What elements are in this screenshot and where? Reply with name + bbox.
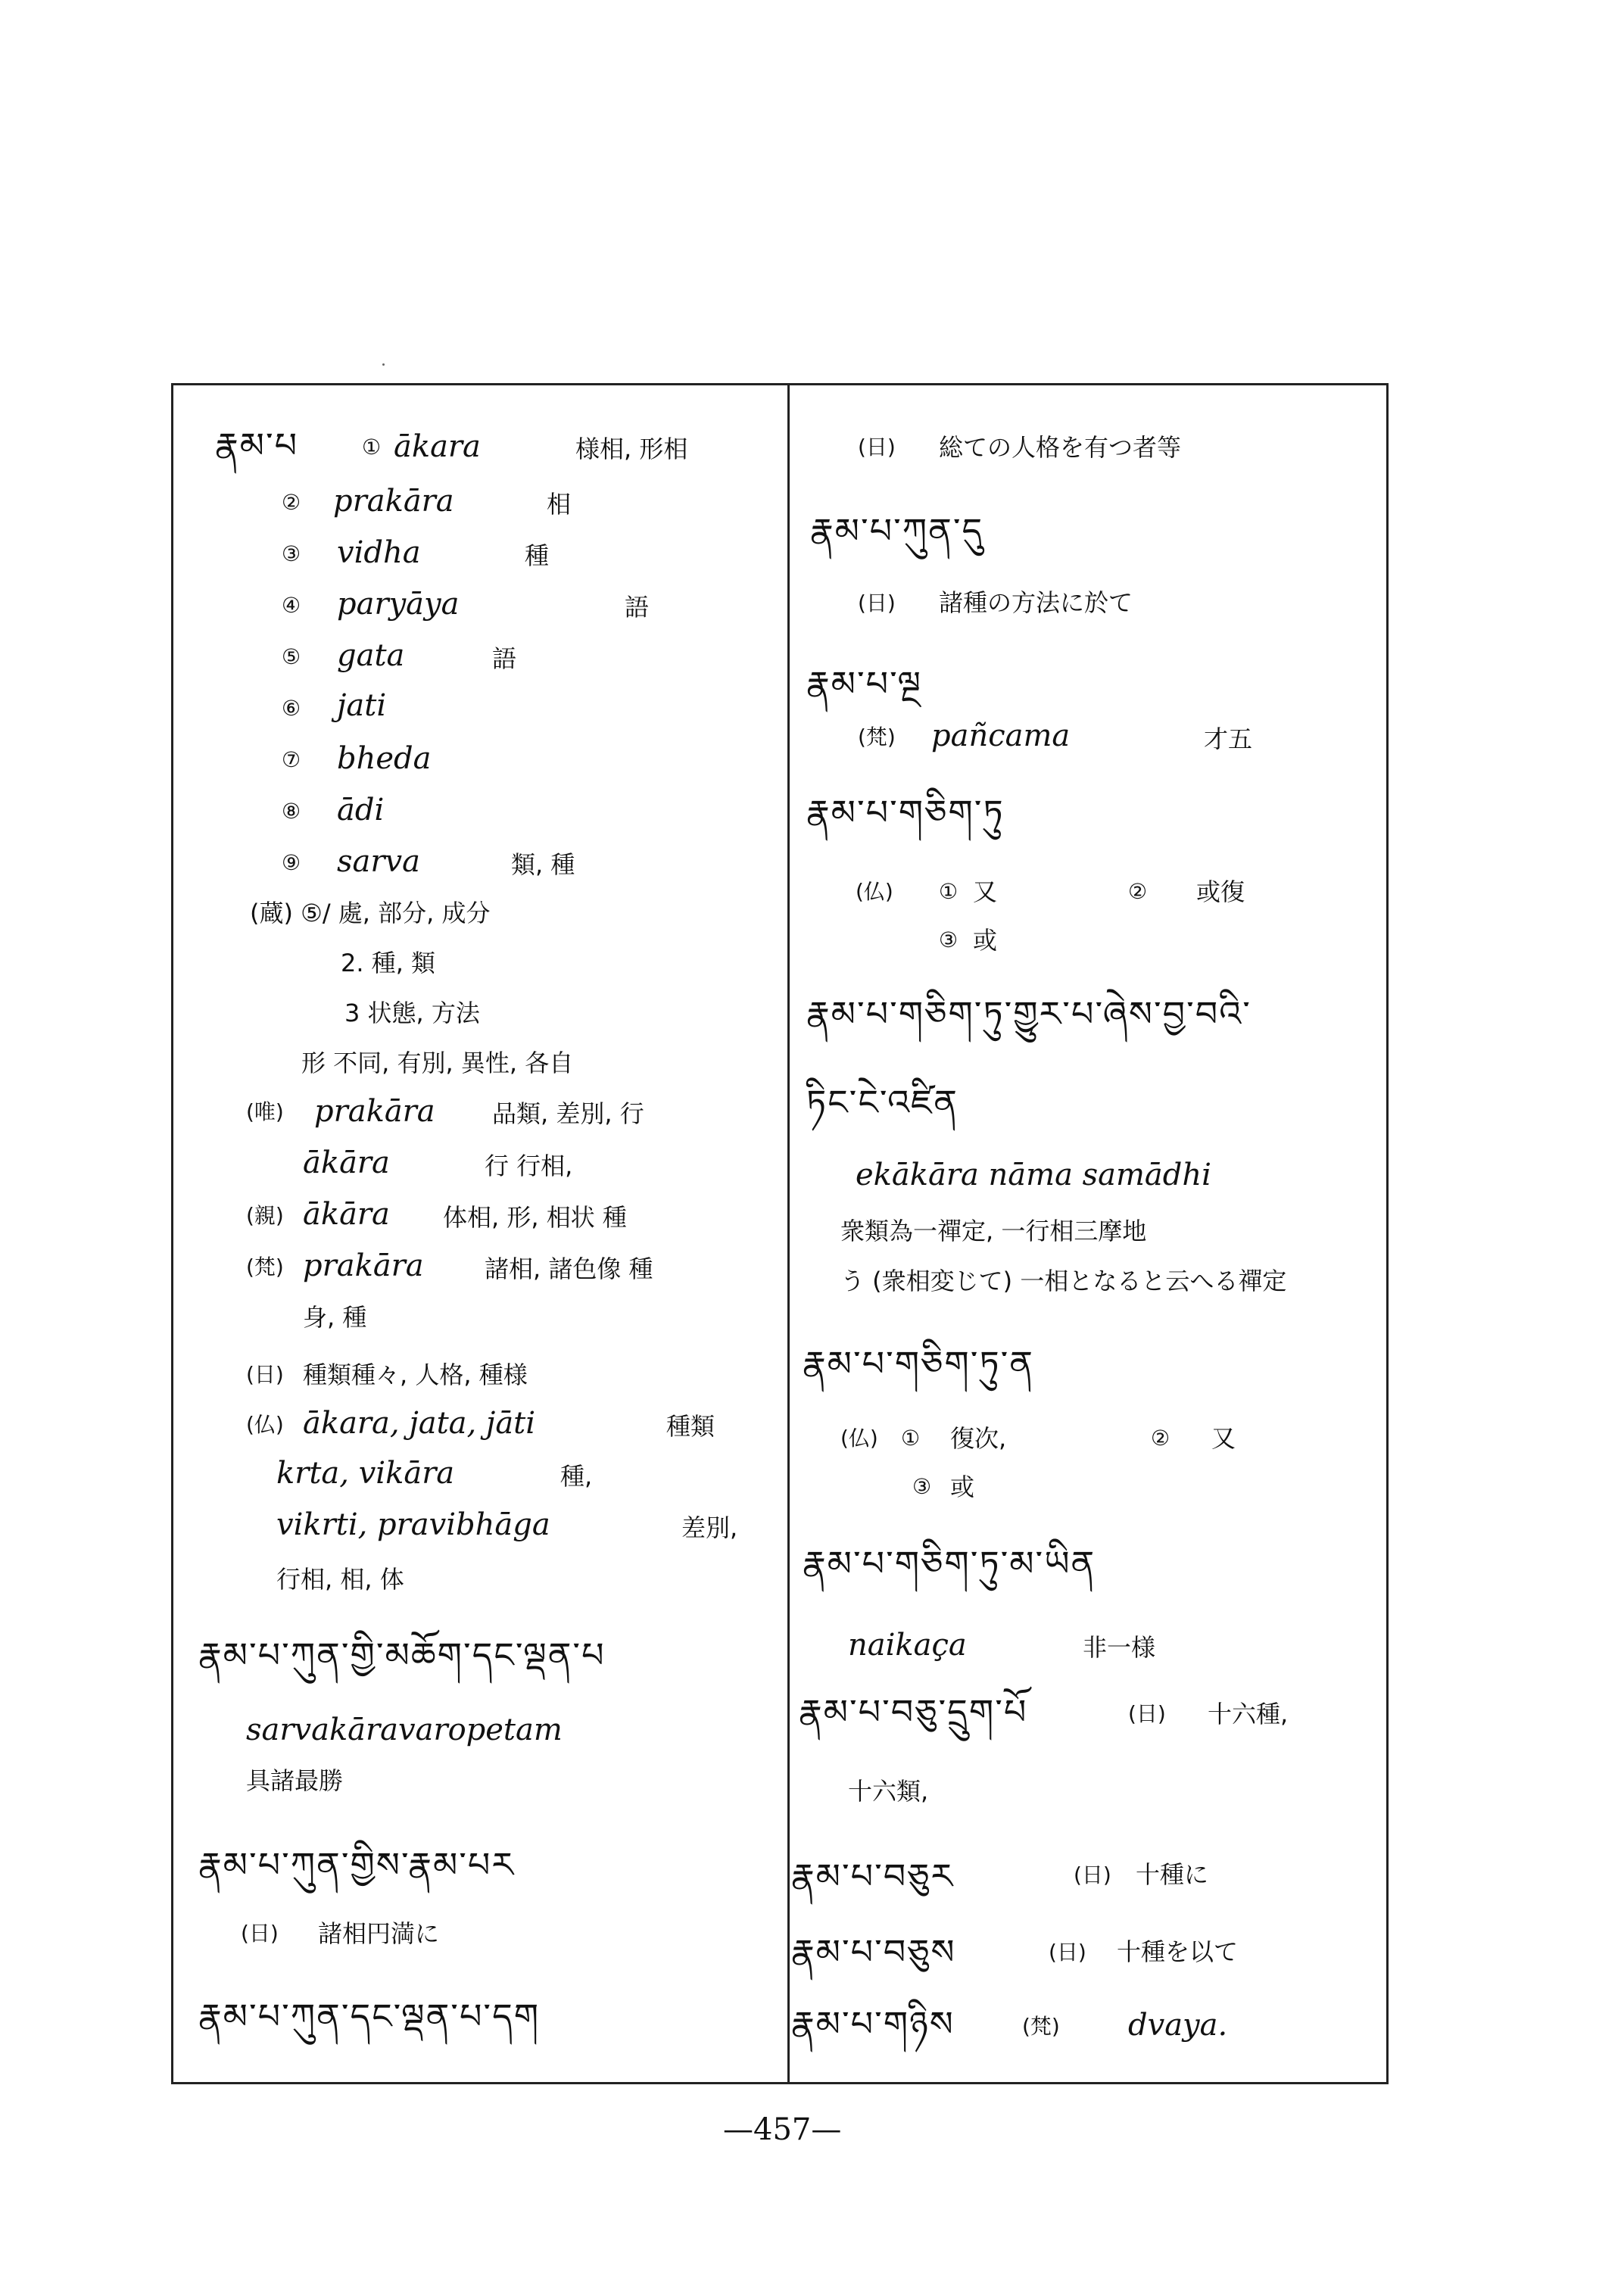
sanskrit-term: pañcama — [931, 718, 1071, 753]
japanese-gloss: 種 — [525, 541, 550, 570]
japanese-gloss: 十六種, — [1208, 1700, 1289, 1728]
sense-number: ⑨ — [282, 850, 301, 875]
japanese-gloss: 種類種々, 人格, 種様 — [303, 1361, 528, 1389]
sanskrit-term: prakāra — [314, 1094, 435, 1129]
sanskrit-term: ākara, jata, jāti — [303, 1406, 536, 1441]
sanskrit-term: vikrti, pravibhāga — [276, 1507, 550, 1542]
japanese-gloss: 種類 — [666, 1412, 715, 1441]
japanese-gloss: 語 — [492, 644, 517, 673]
sanskrit-term: dvaya. — [1128, 2008, 1228, 2043]
headword-tibetan: རྣམ་པ་བཅུས — [791, 1931, 956, 1972]
sanskrit-term: vidha — [337, 535, 421, 570]
japanese-gloss: (蔵) ⑤/ 處, 部分, 成分 — [250, 899, 491, 927]
headword-tibetan: རྣམ་པ་བཅུ་དྲུག་པོ — [799, 1691, 1028, 1732]
source-tag: (日) — [1049, 1940, 1086, 1965]
sanskrit-term: ekākāra nāma samādhi — [856, 1158, 1211, 1192]
source-tag: (日) — [858, 435, 896, 460]
japanese-gloss: 行相, 相, 体 — [276, 1565, 404, 1594]
japanese-gloss: 或 — [950, 1473, 975, 1501]
source-tag: (日) — [858, 591, 896, 616]
source-tag: (梵) — [246, 1255, 284, 1279]
source-tag: (仏) — [840, 1426, 878, 1451]
headword-tibetan: རྣམ་པ་བཅུར — [791, 1856, 955, 1897]
sense-number: ① — [939, 879, 959, 904]
japanese-gloss: 2. 種, 類 — [341, 949, 436, 977]
japanese-gloss: 衆類為一禪定, 一行相三摩地 — [840, 1217, 1147, 1245]
sense-number: ③ — [912, 1474, 932, 1499]
headword-tibetan: རྣམ་པ་ཀུན་དང་ལྡན་པ་དག — [198, 1996, 541, 2037]
japanese-gloss: 非一様 — [1083, 1633, 1156, 1662]
sense-number: ③ — [939, 927, 959, 952]
japanese-gloss: 或 — [973, 926, 998, 955]
japanese-gloss: 相 — [547, 490, 572, 519]
sense-number: ② — [282, 490, 301, 515]
sense-number: ③ — [282, 541, 301, 566]
sense-number: ② — [1151, 1426, 1170, 1451]
japanese-gloss: 差別, — [681, 1513, 738, 1542]
sense-number: ⑦ — [282, 747, 301, 772]
headword-tibetan: རྣམ་པ་གཅིག་ཏུ་ན — [803, 1343, 1034, 1384]
sense-number: ④ — [282, 593, 301, 618]
speck — [382, 363, 385, 366]
sanskrit-term: prakāra — [303, 1248, 424, 1283]
sanskrit-term: ākara — [394, 429, 481, 464]
japanese-gloss: 諸相円満に — [318, 1919, 440, 1948]
japanese-gloss: 品類, 差別, 行 — [492, 1099, 644, 1128]
sanskrit-term: gata — [337, 638, 405, 673]
source-tag: (親) — [246, 1203, 284, 1228]
sanskrit-term: naikaça — [848, 1628, 967, 1663]
source-tag: (日) — [246, 1362, 284, 1387]
source-tag: (仏) — [246, 1412, 284, 1437]
headword-tibetan: རྣམ་པ — [215, 425, 299, 466]
japanese-gloss: 形 不同, 有別, 異性, 各自 — [301, 1049, 574, 1077]
source-tag: (唯) — [246, 1099, 284, 1124]
headword-tibetan: རྣམ་པ་གཅིག་ཏུ་མ་ཡིན — [803, 1543, 1096, 1584]
source-tag: (日) — [1074, 1862, 1111, 1887]
sanskrit-term: ādi — [337, 793, 385, 828]
headword-tibetan: རྣམ་པ་ཀུན་གྱི་མཆོག་དང་ལྡན་པ — [198, 1635, 606, 1675]
headword-tibetan: རྣམ་པ་ལྔ — [806, 663, 923, 704]
headword-tibetan: རྣམ་པ་གཉིས — [791, 2003, 955, 2044]
japanese-gloss: 十六類, — [848, 1777, 929, 1806]
source-tag: (仏) — [856, 879, 893, 904]
japanese-gloss: 諸種の方法に於て — [939, 588, 1133, 617]
column-divider — [787, 383, 790, 2084]
source-tag: (梵) — [1022, 2014, 1060, 2039]
sanskrit-term: krta, vikāra — [276, 1456, 455, 1491]
japanese-gloss: 3 状態, 方法 — [344, 999, 480, 1027]
page-number: —457— — [723, 2112, 842, 2147]
sanskrit-term: paryāya — [337, 587, 460, 622]
japanese-gloss: 体相, 形, 相状 種 — [443, 1203, 627, 1232]
sense-number: ⑥ — [282, 696, 301, 721]
sense-number: ② — [1128, 879, 1148, 904]
headword-tibetan: ཏིང་ངེ་འཛིན — [806, 1082, 959, 1123]
japanese-gloss: 十種を以て — [1117, 1937, 1239, 1966]
sense-number: ① — [901, 1426, 921, 1451]
japanese-gloss: 才五 — [1204, 725, 1253, 753]
sanskrit-term: sarvakāravaropetam — [246, 1713, 563, 1747]
source-tag: (梵) — [858, 725, 896, 750]
japanese-gloss: 行 行相, — [485, 1152, 573, 1180]
japanese-gloss: 復次, — [950, 1424, 1007, 1453]
japanese-gloss: 語 — [625, 593, 650, 622]
japanese-gloss: 或復 — [1196, 877, 1245, 906]
sense-number: ⑧ — [282, 799, 301, 824]
sense-number: ⑤ — [282, 644, 301, 669]
sanskrit-term: sarva — [337, 844, 420, 879]
headword-tibetan: རྣམ་པ་གཅིག་ཏུ — [806, 792, 1005, 833]
japanese-gloss: 類, 種 — [511, 850, 575, 879]
japanese-gloss: 諸相, 諸色像 種 — [485, 1255, 653, 1283]
japanese-gloss: 具諸最勝 — [246, 1766, 344, 1795]
sanskrit-term: ākāra — [303, 1197, 390, 1232]
japanese-gloss: 十種に — [1136, 1860, 1209, 1889]
japanese-gloss: 又 — [1211, 1424, 1236, 1453]
sanskrit-term: bheda — [337, 741, 432, 776]
japanese-gloss: う (衆相変じて) 一相となると云へる禪定 — [840, 1267, 1287, 1295]
japanese-gloss: 又 — [973, 877, 998, 906]
japanese-gloss: 総ての人格を有つ者等 — [939, 433, 1182, 462]
japanese-gloss: 種, — [560, 1462, 593, 1491]
sanskrit-term: jati — [337, 688, 387, 723]
sanskrit-term: prakāra — [333, 484, 454, 519]
source-tag: (日) — [241, 1921, 279, 1946]
japanese-gloss: 様相, 形相 — [575, 435, 688, 463]
japanese-gloss: 身, 種 — [303, 1303, 367, 1332]
sanskrit-term: ākāra — [303, 1145, 390, 1180]
source-tag: (日) — [1128, 1701, 1166, 1726]
headword-tibetan: རྣམ་པ་གཅིག་ཏུ་གྱུར་པ་ཞེས་བྱ་བའི་ — [806, 993, 1252, 1034]
headword-tibetan: རྣམ་པ་ཀུན་གྱིས་རྣམ་པར — [198, 1844, 516, 1885]
headword-tibetan: རྣམ་པ་ཀུན་དུ — [810, 510, 984, 551]
sense-number: ① — [362, 435, 382, 460]
